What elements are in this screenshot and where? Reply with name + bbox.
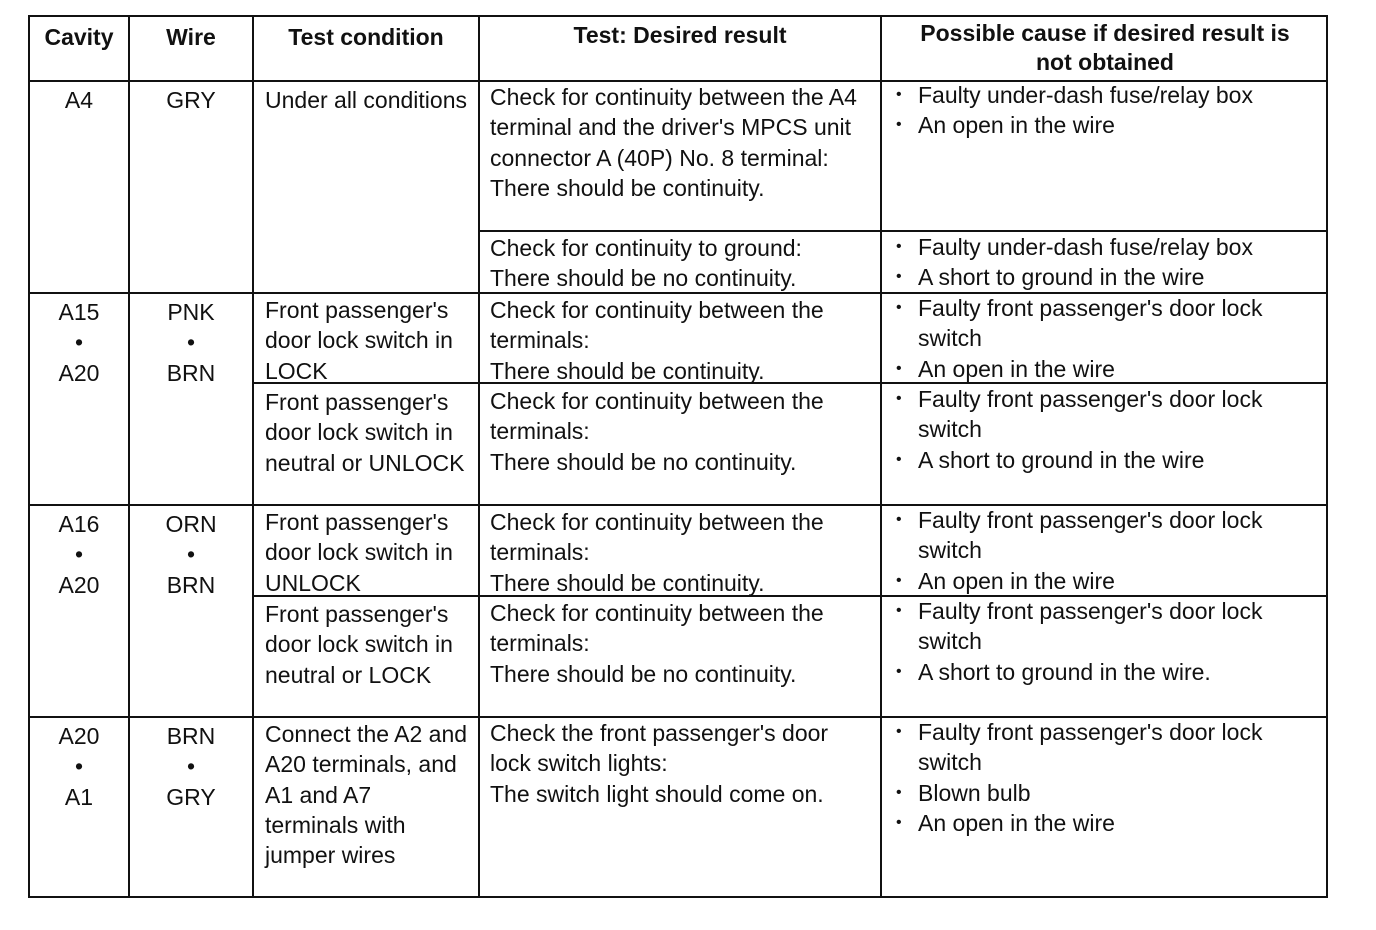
- possible-cause-list: [888, 384, 1328, 475]
- test-condition-cell: Connect the A2 and A20 terminals, and A1 and A7 terminals with jumper wires: [265, 721, 468, 869]
- desired-result-cell: Check for continuity between the terminals: There should be continuity.: [490, 509, 824, 596]
- list-item: • Blown bulb: [888, 778, 1328, 808]
- list-item: • Faulty front passenger's door lock switch: [888, 505, 1328, 566]
- column-divider: [252, 17, 254, 896]
- desired-result-cell: Check the front passenger's door lock switch lights: The switch light should come on.: [490, 720, 829, 807]
- list-item: • Faulty under-dash fuse/relay box: [888, 232, 1328, 262]
- header-desired-result: Test: Desired result: [573, 22, 787, 48]
- test-condition-cell: Front passenger's door lock switch in neutral or LOCK: [265, 601, 453, 688]
- column-divider: [880, 17, 882, 896]
- list-item: • Faulty under-dash fuse/relay box: [888, 80, 1328, 110]
- list-item: • An open in the wire: [888, 566, 1328, 596]
- list-item: • Faulty front passenger's door lock switch: [888, 384, 1328, 445]
- list-item: • Faulty front passenger's door lock switch: [888, 717, 1328, 778]
- cavity-cell: A4: [64, 87, 94, 113]
- desired-result-cell: Check for continuity between the terminals: There should be no continuity.: [490, 600, 824, 687]
- test-condition-cell: Front passenger's door lock switch in neutral or UNLOCK: [265, 389, 465, 476]
- test-condition-cell: Under all conditions: [265, 87, 468, 113]
- desired-result-cell: Check for continuity between the terminals: There should be no continuity.: [490, 388, 824, 475]
- list-item: • An open in the wire: [888, 110, 1328, 140]
- possible-cause-list: [888, 596, 1328, 687]
- list-item: • A short to ground in the wire.: [888, 657, 1328, 687]
- possible-cause-list: [888, 505, 1328, 596]
- possible-cause-list: [888, 717, 1328, 838]
- possible-cause-list: [888, 80, 1328, 141]
- cavity-cell: A15 • A20: [58, 299, 100, 386]
- list-item: • An open in the wire: [888, 808, 1328, 838]
- header-cavity: Cavity: [44, 24, 114, 50]
- desired-result-cell: Check for continuity between the terminals: There should be continuity.: [490, 297, 824, 384]
- wire-cell: ORN • BRN: [165, 511, 217, 598]
- list-item: • A short to ground in the wire: [888, 262, 1328, 292]
- header-wire: Wire: [166, 24, 216, 50]
- test-condition-cell: Front passenger's door lock switch in UNLOCK: [265, 509, 453, 596]
- wire-cell: GRY: [166, 87, 216, 113]
- diagnosis-table: [28, 15, 1328, 898]
- list-item: • A short to ground in the wire: [888, 445, 1328, 475]
- desired-result-cell: Check for continuity to ground: There should be no continuity.: [490, 235, 802, 292]
- header-possible-cause: Possible cause if desired result is not obtained: [920, 20, 1290, 75]
- possible-cause-list: [888, 232, 1328, 293]
- header-test-condition: Test condition: [288, 24, 444, 50]
- list-item: • Faulty front passenger's door lock switch: [888, 596, 1328, 657]
- list-item: • Faulty front passenger's door lock switch: [888, 293, 1328, 354]
- cavity-cell: A16 • A20: [58, 511, 100, 598]
- column-divider: [478, 17, 480, 896]
- cavity-cell: A20 • A1: [58, 723, 100, 810]
- list-item: • An open in the wire: [888, 354, 1328, 384]
- wire-cell: BRN • GRY: [166, 723, 216, 810]
- possible-cause-list: [888, 293, 1328, 384]
- test-condition-cell: Front passenger's door lock switch in LOCK: [265, 297, 453, 384]
- wire-cell: PNK • BRN: [166, 299, 216, 386]
- desired-result-cell: Check for continuity between the A4 terminal and the driver's MPCS unit connector A (40P) No. 8 terminal: There should be continuity.: [490, 84, 857, 201]
